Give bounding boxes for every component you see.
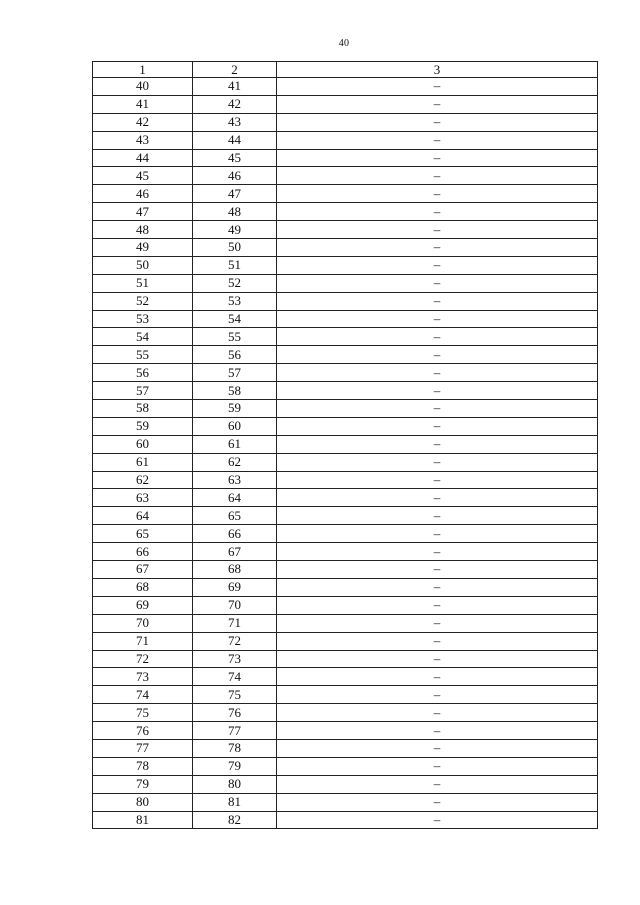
table-cell-col2: 77 [193,722,277,740]
table-cell-col1: 65 [93,525,193,543]
table-cell-col1: 42 [93,113,193,131]
table-row [93,596,598,614]
table-cell-col2: 69 [193,578,277,596]
table-cell-col3: – [277,149,598,167]
table-cell-col1: 77 [93,739,193,757]
table-cell-col2: 46 [193,167,277,185]
table-row [93,811,598,829]
table-row [93,221,598,239]
table-cell-col3: – [277,525,598,543]
table-cell-col2: 79 [193,757,277,775]
table-cell-col2: 44 [193,131,277,149]
table-cell-col1: 52 [93,292,193,310]
table-cell-col1: 54 [93,328,193,346]
table-row [93,704,598,722]
table-cell-col3: – [277,704,598,722]
table-cell-col1: 74 [93,686,193,704]
table-cell-col2: 81 [193,793,277,811]
table-row [93,256,598,274]
table-cell-col2: 75 [193,686,277,704]
table-cell-col2: 65 [193,507,277,525]
table-cell-col1: 51 [93,274,193,292]
table-cell-col1: 57 [93,382,193,400]
table-row [93,274,598,292]
table-cell-col2: 80 [193,775,277,793]
table-cell-col2: 63 [193,471,277,489]
table-row [93,167,598,185]
table-cell-col3: – [277,632,598,650]
table-cell-col3: – [277,274,598,292]
table-cell-col1: 59 [93,417,193,435]
table-cell-col3: – [277,382,598,400]
table-cell-col3: – [277,811,598,829]
table-cell-col2: 72 [193,632,277,650]
data-table [92,61,598,829]
table-cell-col3: – [277,292,598,310]
table-row [93,382,598,400]
table-row [93,292,598,310]
table-cell-col3: – [277,346,598,364]
table-cell-col3: – [277,328,598,346]
table-row [93,471,598,489]
table-cell-col1: 75 [93,704,193,722]
table-row [93,78,598,96]
table-cell-col1: 73 [93,668,193,686]
table-cell-col1: 45 [93,167,193,185]
table-cell-col1: 40 [93,78,193,96]
table-cell-col2: 51 [193,256,277,274]
table-cell-col3: – [277,203,598,221]
table-cell-col3: – [277,775,598,793]
table-cell-col2: 41 [193,78,277,96]
table-cell-col1: 53 [93,310,193,328]
table-cell-col2: 74 [193,668,277,686]
table-cell-col1: 63 [93,489,193,507]
table-cell-col1: 47 [93,203,193,221]
table-cell-col1: 48 [93,221,193,239]
table-row [93,149,598,167]
table-cell-col3: – [277,507,598,525]
table-row [93,328,598,346]
table-row [93,757,598,775]
table-row [93,131,598,149]
table-cell-col2: 71 [193,614,277,632]
table-row [93,417,598,435]
table-row [93,668,598,686]
table-row [93,739,598,757]
table-cell-col3: – [277,78,598,96]
page-number: 40 [338,38,350,49]
table-cell-col2: 67 [193,543,277,561]
table-cell-col1: 46 [93,185,193,203]
table-cell-col2: 57 [193,364,277,382]
table-cell-col2: 61 [193,435,277,453]
table-cell-col2: 76 [193,704,277,722]
table-header [93,62,598,78]
table-cell-col3: – [277,113,598,131]
table-cell-col3: – [277,596,598,614]
table-row [93,793,598,811]
table-cell-col1: 81 [93,811,193,829]
table-cell-col2: 64 [193,489,277,507]
table-cell-col2: 59 [193,400,277,418]
table-cell-col3: – [277,453,598,471]
table-cell-col3: – [277,668,598,686]
table-row [93,489,598,507]
table-cell-col3: – [277,739,598,757]
table-cell-col2: 60 [193,417,277,435]
table-body [93,78,598,829]
column-header-2: 2 [193,62,277,78]
table-cell-col1: 44 [93,149,193,167]
table-cell-col1: 72 [93,650,193,668]
table-row [93,632,598,650]
table-row [93,435,598,453]
table-cell-col1: 43 [93,131,193,149]
table-cell-col3: – [277,185,598,203]
table-row [93,113,598,131]
table-cell-col1: 55 [93,346,193,364]
table-cell-col2: 52 [193,274,277,292]
table-cell-col2: 54 [193,310,277,328]
table-cell-col2: 66 [193,525,277,543]
table-cell-col2: 82 [193,811,277,829]
table-cell-col2: 43 [193,113,277,131]
table-row [93,453,598,471]
table-cell-col2: 78 [193,739,277,757]
table-row [93,346,598,364]
table-cell-col2: 42 [193,95,277,113]
table-cell-col1: 56 [93,364,193,382]
table-cell-col1: 78 [93,757,193,775]
table-cell-col2: 62 [193,453,277,471]
table-row [93,614,598,632]
table-cell-col2: 58 [193,382,277,400]
table-cell-col1: 50 [93,256,193,274]
table-cell-col1: 69 [93,596,193,614]
table-cell-col3: – [277,793,598,811]
table-cell-col1: 58 [93,400,193,418]
table-cell-col1: 79 [93,775,193,793]
table-cell-col1: 70 [93,614,193,632]
table-row [93,578,598,596]
table-cell-col3: – [277,722,598,740]
table-cell-col1: 68 [93,578,193,596]
table-header-row [93,62,598,78]
table-cell-col2: 70 [193,596,277,614]
table-cell-col2: 50 [193,239,277,257]
table-row [93,203,598,221]
table-cell-col3: – [277,686,598,704]
table-cell-col3: – [277,131,598,149]
table-cell-col3: – [277,310,598,328]
table-row [93,310,598,328]
table-cell-col2: 55 [193,328,277,346]
table-row [93,650,598,668]
table-row [93,543,598,561]
column-header-3: 3 [277,62,598,78]
table-cell-col3: – [277,650,598,668]
table-row [93,686,598,704]
table-cell-col2: 45 [193,149,277,167]
column-header-1: 1 [93,62,193,78]
table-cell-col1: 66 [93,543,193,561]
table-cell-col3: – [277,561,598,579]
table-cell-col1: 80 [93,793,193,811]
table-cell-col2: 73 [193,650,277,668]
table-cell-col1: 67 [93,561,193,579]
table-row [93,775,598,793]
table-cell-col1: 60 [93,435,193,453]
table-row [93,95,598,113]
table-cell-col3: – [277,489,598,507]
table-cell-col3: – [277,221,598,239]
table-row [93,185,598,203]
table-row [93,364,598,382]
table-row [93,400,598,418]
table-cell-col3: – [277,614,598,632]
table-cell-col2: 56 [193,346,277,364]
table-cell-col3: – [277,95,598,113]
table-row [93,525,598,543]
table-cell-col3: – [277,167,598,185]
table-cell-col3: – [277,400,598,418]
table-cell-col3: – [277,543,598,561]
table-cell-col1: 62 [93,471,193,489]
table-row [93,722,598,740]
table-cell-col3: – [277,435,598,453]
table-cell-col1: 41 [93,95,193,113]
table-cell-col3: – [277,364,598,382]
table-cell-col1: 64 [93,507,193,525]
table-cell-col1: 76 [93,722,193,740]
table-cell-col2: 53 [193,292,277,310]
table-cell-col3: – [277,471,598,489]
table-cell-col2: 49 [193,221,277,239]
table-cell-col3: – [277,256,598,274]
table-cell-col3: – [277,417,598,435]
table-row [93,239,598,257]
table-cell-col3: – [277,757,598,775]
table-row [93,507,598,525]
table-cell-col1: 71 [93,632,193,650]
table-cell-col3: – [277,578,598,596]
table-row [93,561,598,579]
table-cell-col1: 61 [93,453,193,471]
table-cell-col2: 47 [193,185,277,203]
table-cell-col2: 68 [193,561,277,579]
table-cell-col2: 48 [193,203,277,221]
table-cell-col3: – [277,239,598,257]
table-cell-col1: 49 [93,239,193,257]
